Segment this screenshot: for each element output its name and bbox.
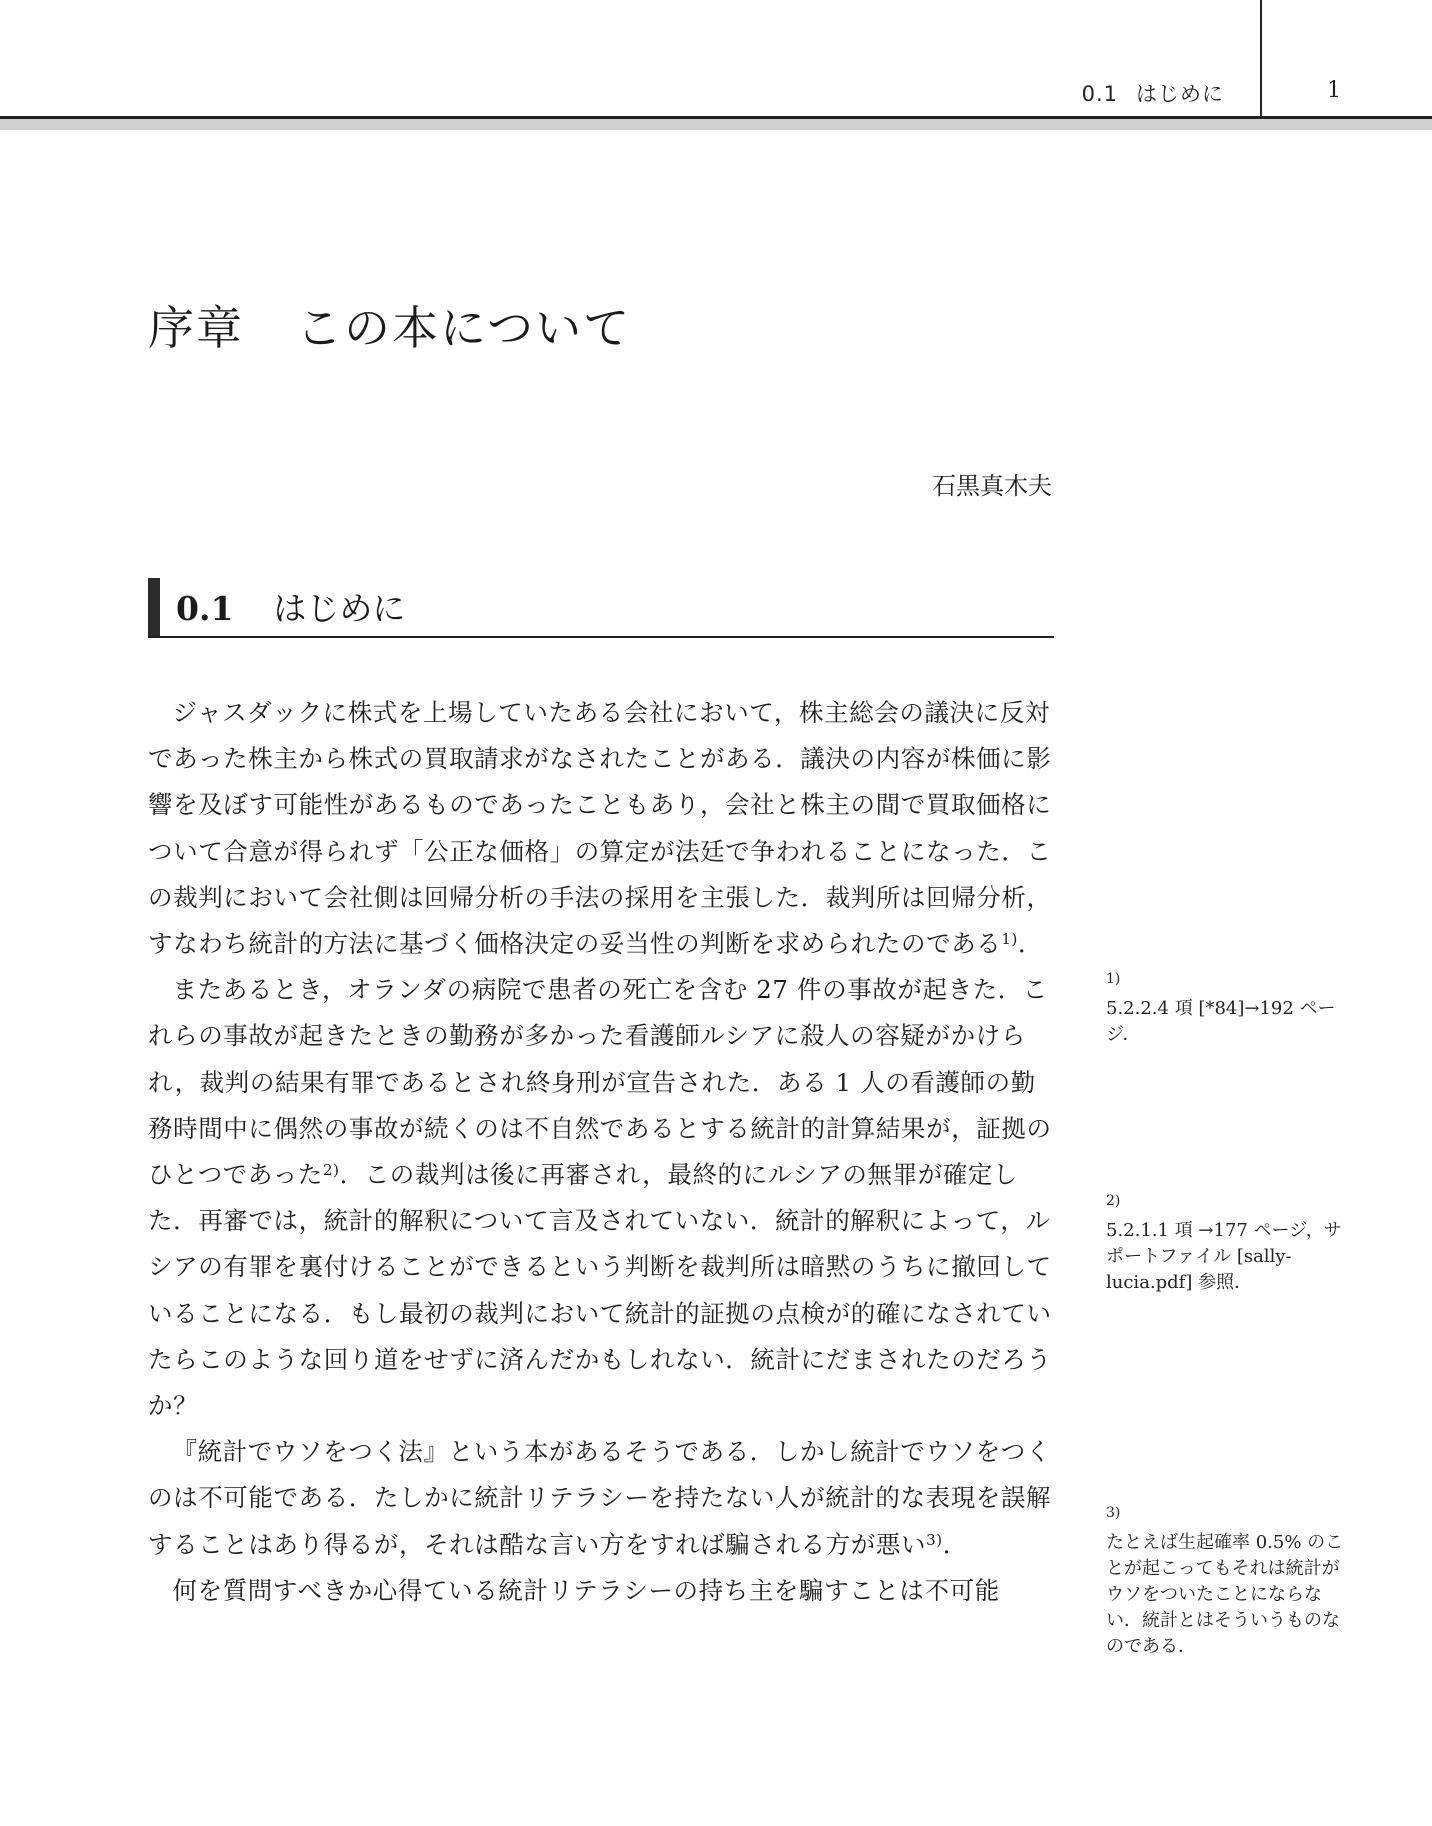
page-number: 1 bbox=[1327, 78, 1341, 103]
running-header-section-number: 0.1 bbox=[1081, 82, 1118, 106]
side-note-1 bbox=[1106, 966, 1356, 1048]
paragraph-text-tail: ． bbox=[942, 1529, 968, 1559]
footnote-ref[interactable]: 2) bbox=[322, 1161, 340, 1180]
header-shade-band bbox=[0, 119, 1432, 130]
paragraph-text-tail: ． bbox=[1018, 929, 1044, 959]
side-note-text: たとえば生起確率 0.5% のことが起こってもそれは統計がウソをついたことにならない．統計とはそういうものなのである． bbox=[1106, 1532, 1344, 1657]
chapter-name: この本について bbox=[296, 301, 632, 355]
paragraph-text: またあるとき，オランダの病院で患者の死亡を含む 27 件の事故が起きた．これらの事故が起きたときの勤務が多かった看護師ルシアに殺人の容疑がかけられ，裁判の結果有罪であるとされ終身刑が宣告された．ある 1 人の看護師の勤務時間中に偶然の事故が続くのは不自然であるとする統計的計算結果が，証拠のひとつであった bbox=[148, 975, 1052, 1190]
running-header-section-title: はじめに bbox=[1136, 82, 1224, 106]
side-note-mark: 3) bbox=[1106, 1505, 1121, 1521]
chapter-title bbox=[148, 292, 631, 358]
section-heading-rule bbox=[148, 636, 1054, 638]
paragraph bbox=[148, 1429, 1054, 1568]
section-heading bbox=[176, 583, 405, 630]
section-heading-bar bbox=[148, 578, 160, 638]
running-header bbox=[1082, 78, 1224, 108]
paragraph-text: 何を質問すべきか心得ている統計リテラシーの持ち主を騙すことは不可能 bbox=[172, 1575, 1000, 1605]
section-title: はじめに bbox=[273, 589, 406, 628]
paragraph-text: ジャスダックに株式を上場していたある会社において，株主総会の議決に反対であった株主から株式の買取請求がなされたことがある．議決の内容が株価に影響を及ぼす可能性があるものであったこともあり，会社と株主の間で買取価格について合意が得られず「公正な価格」の算定が法廷で争われることになった．この裁判において会社側は回帰分析の手法の採用を主張した．裁判所は回帰分析，すなわち統計的方法に基づく価格決定の妥当性の判断を求められたのである bbox=[148, 698, 1052, 959]
chapter-label: 序章 bbox=[148, 301, 244, 355]
paragraph-text-tail: ．この裁判は後に再審され，最終的にルシアの無罪が確定した．再審では，統計的解釈について言及されていない．統計的解釈によって，ルシアの有罪を裏付けることができるという判断を裁判所は暗黙のうちに撤回していることになる．もし最初の裁判において統計的証拠の点検が的確になされていたらこのような回り道をせずに済んだかもしれない．統計にだまされたのだろうか？ bbox=[148, 1160, 1052, 1421]
side-note-mark: 2) bbox=[1106, 1193, 1121, 1209]
body-text bbox=[148, 690, 1054, 1614]
side-note-2 bbox=[1106, 1188, 1356, 1296]
side-note-text: 5.2.2.4 項 [*84]→192 ページ． bbox=[1106, 998, 1336, 1045]
side-note-text: 5.2.1.1 項 →177 ページ，サポートファイル [sally-lucia.pdf] 参照． bbox=[1106, 1220, 1342, 1293]
section-number: 0.1 bbox=[176, 589, 234, 628]
footnote-ref[interactable]: 1) bbox=[1001, 930, 1019, 949]
side-note-3 bbox=[1106, 1500, 1356, 1660]
paragraph bbox=[148, 1568, 1054, 1614]
paragraph bbox=[148, 967, 1054, 1429]
header-vertical-rule bbox=[1260, 0, 1262, 117]
paragraph-text: 『統計でウソをつく法』という本があるそうである．しかし統計でウソをつくのは不可能である．たしかに統計リテラシーを持たない人が統計的な表現を誤解することはあり得るが，それは酷な言い方をすれば騙される方が悪い bbox=[148, 1437, 1052, 1559]
paragraph bbox=[148, 690, 1054, 967]
side-note-mark: 1) bbox=[1106, 971, 1121, 987]
footnote-ref[interactable]: 3) bbox=[926, 1530, 943, 1549]
author-name: 石黒真木夫 bbox=[932, 472, 1052, 500]
